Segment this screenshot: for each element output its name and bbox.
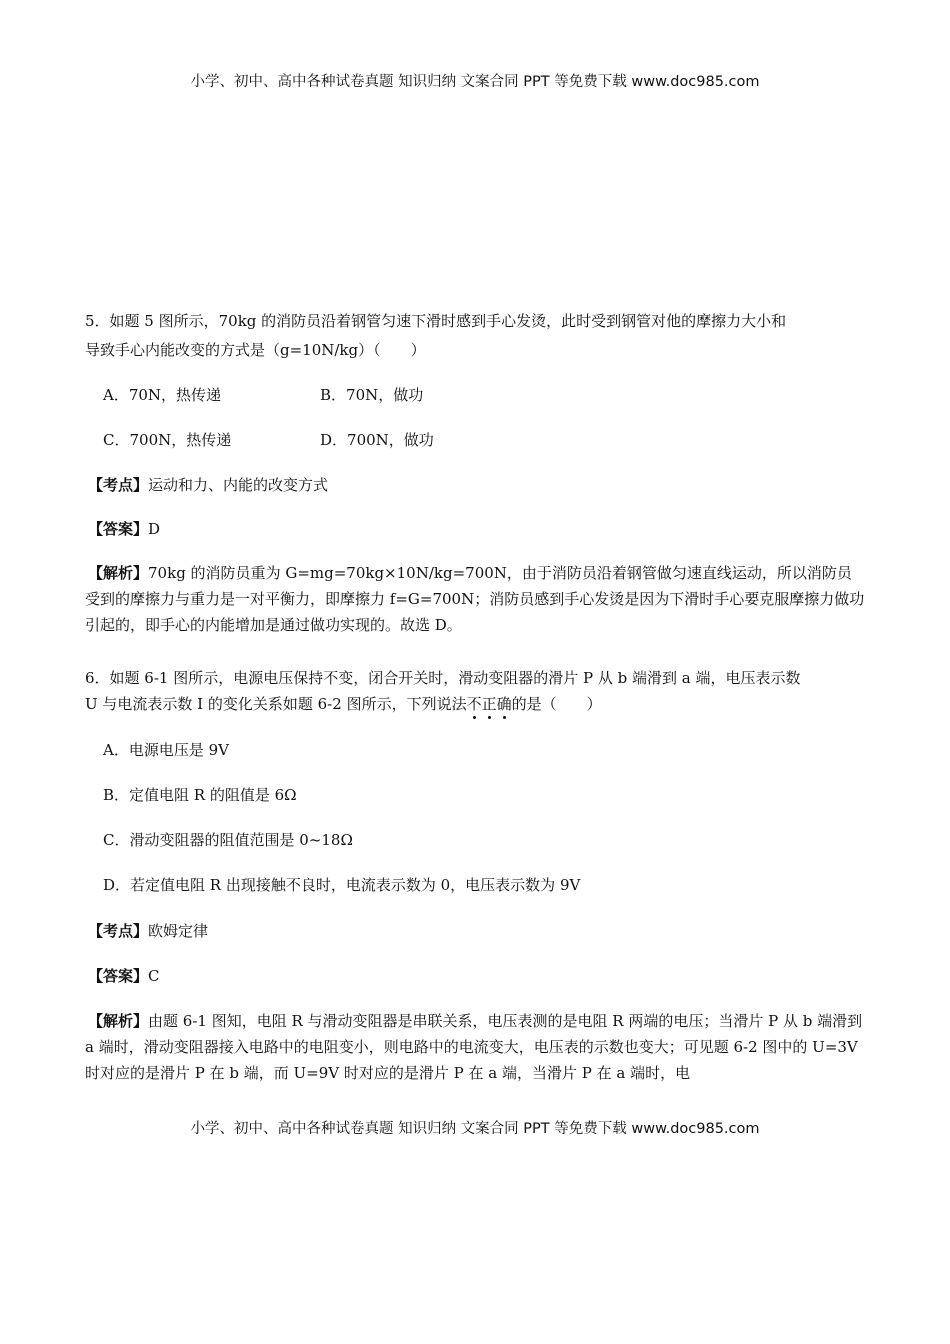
q5-option-d: D．700N，做功 [320,431,434,449]
q6-explanation [85,1008,865,1086]
q6-answer-text: C [148,967,160,985]
q6-stem-line1: 6．如题 6-1 图所示，电源电压保持不变，闭合开关时，滑动变阻器的滑片 P 从 b 端滑到 a 端，电压表示数 [85,669,801,687]
q6-option-b: B．定值电阻 R 的阻值是 6Ω [103,786,297,804]
q5-kaodian-label: 【考点】 [88,476,149,494]
q6-explanation-label: 【解析】 [88,1012,149,1030]
q6-emphasis-char-2: 正 [481,695,497,713]
q5-stem-line1: 5．如题 5 图所示，70kg 的消防员沿着钢管匀速下滑时感到手心发烫，此时受到钢管对他的摩擦力大小和 [85,312,787,330]
page-footer: 小学、初中、高中各种试卷真题 知识归纳 文案合同 PPT 等免费下载 www.doc985.com [190,1121,760,1137]
page-header: 小学、初中、高中各种试卷真题 知识归纳 文案合同 PPT 等免费下载 www.doc985.com [190,74,760,90]
q5-kaodian-text: 运动和力、内能的改变方式 [148,476,329,494]
q6-stem-line2 [85,693,602,715]
q6-option-a: A．电源电压是 9V [103,741,229,759]
q6-emphasis-char-3: 确 [496,695,512,713]
q6-option-d: D．若定值电阻 R 出现接触不良时，电流表示数为 0，电压表示数为 9V [103,876,581,894]
q6-option-c: C．滑动变阻器的阻值范围是 0~18Ω [103,831,353,849]
q6-explanation-text: 由题 6-1 图知，电阻 R 与滑动变阻器是串联关系，电压表测的是电阻 R 两端的电压；当滑片 P 从 b 端滑到 a 端时，滑动变阻器接入电路中的电阻变小，则电路中的电流变大，电压表的示数也变大；可见题 6-2 图中的 U=3V 时对应的是滑片 P 在 b 端，而 U=9V 时对应的是滑片 P 在 a 端，当滑片 P 在 a 端时，电 [85,1012,863,1082]
q6-kaodian-text: 欧姆定律 [148,922,209,940]
q5-option-b: B．70N，做功 [320,386,424,404]
q6-kaodian [88,920,208,942]
q6-kaodian-label: 【考点】 [88,922,149,940]
q6-stem-line2-pre: U 与电流表示数 I 的变化关系如题 6-2 图所示，下列说法 [85,695,467,713]
q6-emphasis-char-1: 不 [466,695,482,713]
q5-answer [88,518,160,540]
q5-explanation-text: 70kg 的消防员重为 G=mg=70kg×10N/kg=700N，由于消防员沿着钢管做匀速直线运动，所以消防员受到的摩擦力与重力是一对平衡力，即摩擦力 f=G=700N；消防员感到手心发烫是因为下滑时手心要克服摩擦力做功引起的，即手心的内能增加是通过做功实现的。故选 D。 [85,564,865,634]
q5-stem-line2: 导致手心内能改变的方式是（g=10N/kg）（ ） [85,341,426,359]
q5-explanation-label: 【解析】 [88,564,149,582]
q5-answer-text: D [148,520,161,538]
q5-option-c: C．700N，热传递 [103,431,232,449]
q5-answer-label: 【答案】 [88,520,149,538]
q6-stem-line2-post: 的是（ ） [511,695,602,713]
q5-kaodian [88,474,328,496]
q5-option-a: A．70N，热传递 [103,386,222,404]
q6-answer-label: 【答案】 [88,967,149,985]
q5-explanation [85,560,865,638]
q6-answer [88,965,160,987]
